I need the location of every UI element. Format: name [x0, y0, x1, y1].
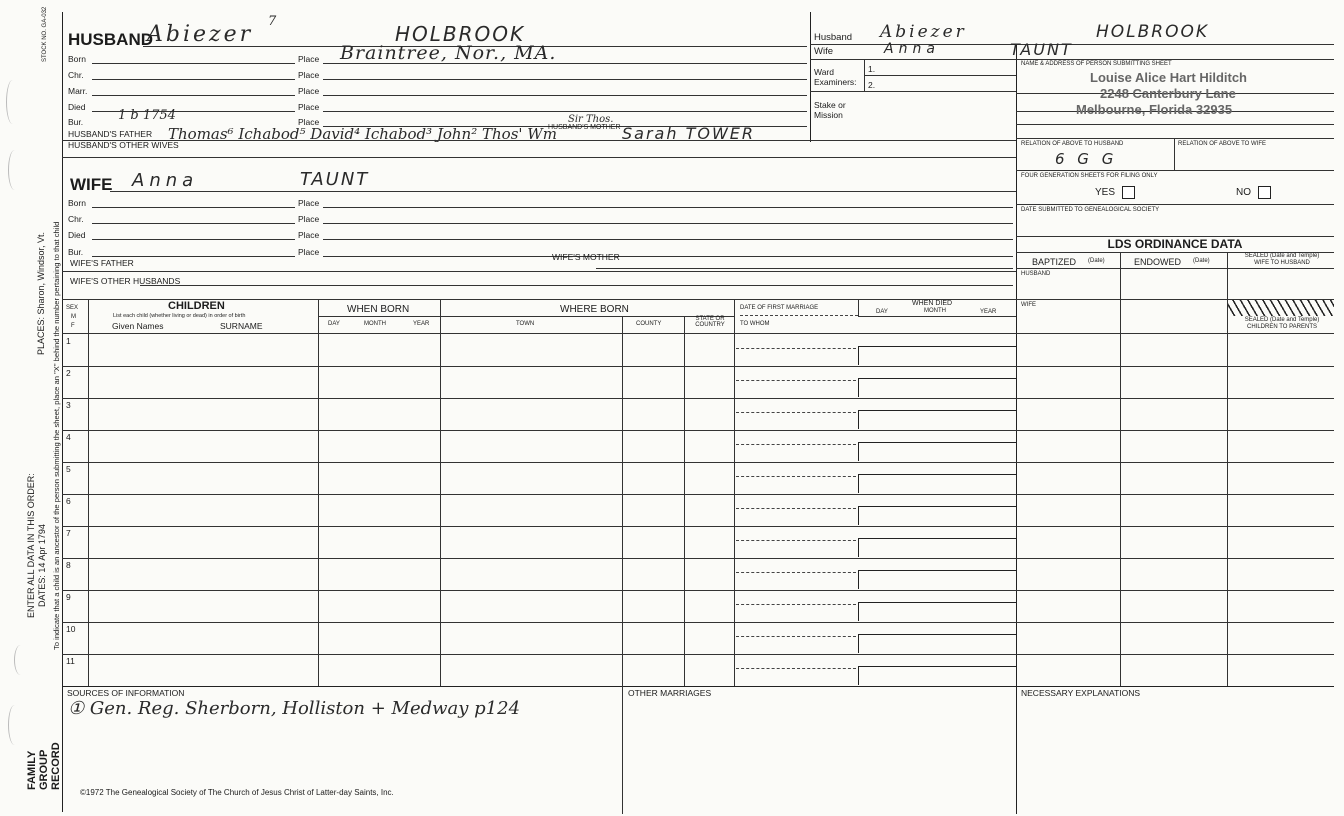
column-line [858, 300, 859, 316]
mission-label: Mission [814, 110, 843, 120]
other-marriages-label: OTHER MARRIAGES [628, 688, 712, 698]
death-date-box[interactable] [858, 602, 1016, 621]
child-row-line [62, 622, 1334, 623]
wife-surname[interactable]: TAUNT [300, 169, 370, 190]
no-checkbox[interactable] [1258, 186, 1271, 199]
marriage-dash-line [736, 476, 856, 477]
four-generation-label: FOUR GENERATION SHEETS FOR FILING ONLY [1021, 173, 1158, 179]
child-row-number: 8 [66, 560, 71, 570]
child-row-number: 2 [66, 368, 71, 378]
state-header-line: STATE OR [695, 316, 725, 322]
frame-left-border [62, 12, 63, 812]
county-header: COUNTY [636, 321, 662, 327]
marriage-dash-line [736, 380, 856, 381]
wife-chr-date-line [92, 223, 295, 224]
row-line [62, 157, 1016, 158]
submitter-city[interactable]: Melbourne, Florida 32935 [1076, 102, 1233, 117]
no-label: NO [1236, 187, 1251, 198]
husband-marr-label: Marr. [68, 86, 88, 96]
husband-other-wives-label: HUSBAND'S OTHER WIVES [68, 140, 179, 150]
marriage-dash-line [736, 604, 856, 605]
row-line [810, 91, 1016, 92]
header-line [858, 316, 1016, 317]
wife-mother-line [596, 268, 1013, 269]
child-row-line [62, 558, 1334, 559]
death-date-box[interactable] [858, 378, 1016, 397]
date-submitted-label: DATE SUBMITTED TO GENEALOGICAL SOCIETY [1021, 207, 1160, 213]
husband-died-place-label: Place [298, 102, 320, 112]
child-row-number: 6 [66, 496, 71, 506]
child-row-number: 7 [66, 528, 71, 538]
column-line [684, 316, 685, 686]
row-line [1016, 333, 1334, 334]
summary-wife-surname[interactable]: TAUNT [1010, 40, 1073, 59]
sealed-children-header-line: CHILDREN TO PARENTS [1246, 324, 1317, 330]
row-line [1016, 170, 1334, 171]
relation-husband-label: RELATION OF ABOVE TO HUSBAND [1021, 141, 1124, 147]
wife-mother-label: WIFE'S MOTHER [552, 252, 620, 262]
child-row-line [62, 590, 1334, 591]
wife-father-label: WIFE'S FATHER [70, 258, 134, 268]
marriage-dash-line [736, 348, 856, 349]
sealed-wife-header-line: SEALED (Date and Temple) [1244, 253, 1320, 259]
punch-hole-mark [14, 645, 27, 675]
child-row-line [62, 462, 1334, 463]
submitter-name[interactable]: Louise Alice Hart Hilditch [1090, 70, 1247, 85]
sealed-wife-header-line: WIFE TO HUSBAND [1254, 260, 1310, 266]
where-born-header: WHERE BORN [560, 304, 629, 315]
died-month-header: MONTH [924, 308, 946, 314]
husband-superscript: 7 [268, 14, 277, 29]
dates-note: DATES: 14 Apr 1794 [37, 524, 47, 607]
surname-header: SURNAME [220, 321, 263, 331]
marriage-dash-line [736, 668, 856, 669]
sex-m: M [71, 314, 76, 320]
husband-marr-date-line [92, 95, 295, 96]
death-date-box[interactable] [858, 506, 1016, 525]
summary-husband-surname[interactable]: HOLBROOK [1096, 22, 1210, 42]
children-title: CHILDREN [168, 300, 225, 312]
lds-wife-row: WIFE [1021, 302, 1036, 308]
summary-wife-label: Wife [814, 46, 833, 57]
header-dash [740, 315, 858, 316]
child-row-number: 1 [66, 336, 71, 346]
child-row-line [62, 654, 1334, 655]
header-line [318, 316, 734, 317]
marriage-dash-line [736, 572, 856, 573]
wife-born-date-line [92, 207, 295, 208]
marriage-dash-line [736, 444, 856, 445]
husband-bur-date[interactable]: 1 b 1754 [118, 108, 176, 123]
death-date-box[interactable] [858, 346, 1016, 365]
form-title-line: RECORD [50, 742, 62, 790]
marriage-dash-line [736, 508, 856, 509]
row-line [1016, 138, 1334, 139]
column-line [734, 300, 735, 686]
husband-chr-place-label: Place [298, 70, 320, 80]
wife-other-husbands-label: WIFE'S OTHER HUSBANDS [70, 276, 181, 286]
places-note: PLACES: Sharon, Windsor, Vt. [36, 231, 46, 355]
child-row-line [62, 494, 1334, 495]
child-row-line [62, 366, 1334, 367]
wife-other-husbands-line [140, 285, 1013, 286]
relation-husband-value[interactable]: 6 G G [1055, 150, 1118, 168]
year-header: YEAR [413, 321, 430, 327]
husband-bur-place-label: Place [298, 117, 320, 127]
column-line [622, 316, 623, 686]
to-whom-header: TO WHOM [740, 321, 770, 327]
husband-died-place-line [323, 111, 807, 112]
baptized-label: BAPTIZED [1032, 257, 1077, 267]
wife-label: WIFE [70, 175, 113, 194]
baptized-date-label: (Date) [1088, 258, 1105, 264]
row-line [864, 75, 1016, 76]
wife-died-place-line [323, 239, 1013, 240]
row-line [1016, 124, 1334, 125]
wife-chr-place-label: Place [298, 214, 320, 224]
footer-top-line [62, 686, 1334, 687]
child-row-number: 9 [66, 592, 71, 602]
husband-chr-date-line [92, 79, 295, 80]
wife-died-date-line [92, 239, 295, 240]
row-line [62, 271, 1016, 272]
when-died-header: WHEN DIED [912, 300, 953, 307]
state-header [686, 316, 734, 328]
wife-chr-label: Chr. [68, 214, 84, 224]
explanations-label: NECESSARY EXPLANATIONS [1021, 688, 1141, 698]
column-line [440, 300, 441, 686]
died-day-header: DAY [876, 309, 888, 315]
form-title [26, 742, 62, 790]
summary-wife-given[interactable]: Anna [884, 41, 940, 57]
death-date-box[interactable] [858, 570, 1016, 589]
husband-born-date-line [92, 63, 295, 64]
husband-born-place-label: Place [298, 54, 320, 64]
given-names-header: Given Names [112, 321, 164, 331]
wife-bur-place-label: Place [298, 247, 320, 257]
died-year-header: YEAR [980, 309, 997, 315]
day-header: DAY [328, 321, 340, 327]
ancestor-instruction: To indicate that a child is an ancestor of the person submitting the sheet, place an "X" behind the number pertaining to that child [52, 221, 61, 650]
examiners-label: Examiners: [814, 77, 857, 87]
child-row-line [62, 526, 1334, 527]
frame-divider [1016, 44, 1017, 814]
row-line [62, 140, 1016, 141]
children-note: List each child (whether living or dead) in order of birth [113, 313, 246, 319]
form-title-line: FAMILY [26, 750, 38, 790]
lds-husband-row: HUSBAND [1021, 271, 1051, 277]
child-row-number: 4 [66, 432, 71, 442]
header-bottom-line [62, 333, 1016, 334]
summary-husband-given[interactable]: Abiezer [880, 22, 967, 42]
husband-mother[interactable]: Sarah TOWER [622, 124, 755, 143]
endowed-label: ENDOWED [1134, 257, 1181, 267]
wife-bur-label: Bur. [68, 247, 84, 257]
hatched-box [1228, 300, 1334, 316]
husband-father-label: HUSBAND'S FATHER [68, 129, 153, 139]
husband-mother-label: HUSBAND'S MOTHER [548, 124, 621, 131]
wife-bur-date-line [92, 256, 295, 257]
wife-born-label: Born [68, 198, 86, 208]
husband-father[interactable]: Thomas⁶ Ichabod⁵ David⁴ Ichabod³ John² Thos' Wm [168, 125, 557, 143]
sources-text[interactable]: ① Gen. Reg. Sherborn, Holliston + Medway p124 [68, 698, 521, 719]
child-row-number: 10 [66, 624, 76, 634]
sealed-children-header-line: SEALED (Date and Temple) [1244, 317, 1320, 323]
wife-born-place-label: Place [298, 198, 320, 208]
wife-born-place-line [323, 207, 1013, 208]
lds-column-line [1227, 252, 1228, 686]
submitter-street[interactable]: 2248 Canterbury Lane [1100, 86, 1236, 101]
death-date-box[interactable] [858, 666, 1016, 685]
husband-father-note: Sir Thos. [568, 114, 614, 125]
wife-died-label: Died [68, 230, 86, 240]
husband-born-place[interactable]: Braintree, Nor., MA. [340, 42, 557, 64]
husband-born-label: Born [68, 54, 86, 64]
summary-husband-label: Husband [814, 32, 853, 43]
death-date-box[interactable] [858, 538, 1016, 557]
child-row-number: 5 [66, 464, 71, 474]
sealed-wife-header [1230, 253, 1334, 267]
wife-name-line [110, 191, 1016, 192]
death-date-box[interactable] [858, 442, 1016, 461]
column-line [318, 300, 319, 686]
row-line [810, 59, 1334, 60]
death-date-box[interactable] [858, 634, 1016, 653]
marriage-dash-line [736, 540, 856, 541]
form-title-line: GROUP [38, 749, 50, 790]
child-row-number: 11 [66, 656, 75, 666]
marriage-dash-line [736, 636, 856, 637]
lds-title: LDS ORDINANCE DATA [1107, 237, 1243, 251]
death-date-box[interactable] [858, 474, 1016, 493]
sex-header: SEX [66, 305, 79, 311]
submitter-label: NAME & ADDRESS OF PERSON SUBMITTING SHEET [1021, 61, 1172, 67]
column-line [88, 300, 89, 686]
husband-chr-label: Chr. [68, 70, 84, 80]
husband-given-name[interactable]: Abiezer [147, 22, 254, 47]
enter-data-instruction: ENTER ALL DATA IN THIS ORDER: [26, 473, 36, 618]
examiner-1: 1. [868, 64, 876, 74]
child-row-line [62, 398, 1334, 399]
ward-label: Ward [814, 67, 834, 77]
examiner-2: 2. [868, 80, 876, 90]
husband-marr-place-line [323, 95, 807, 96]
punch-hole-mark [8, 150, 21, 190]
state-header-line: COUNTRY [695, 322, 725, 328]
row-line [1016, 268, 1334, 269]
husband-bur-label: Bur. [68, 117, 84, 127]
relation-wife-label: RELATION OF ABOVE TO WIFE [1178, 141, 1267, 147]
wife-given-name[interactable]: Anna [132, 170, 199, 191]
wife-bur-place-line [323, 256, 1013, 257]
stock-number: STOCK NO. GA-032 [42, 6, 48, 62]
month-header: MONTH [364, 321, 386, 327]
child-row-line [62, 430, 1334, 431]
footer-divider [622, 686, 623, 814]
punch-hole-mark [6, 80, 19, 124]
yes-label: YES [1095, 187, 1116, 198]
relation-divider [1174, 138, 1175, 170]
husband-surname[interactable]: HOLBROOK [395, 22, 526, 46]
row-line [1016, 204, 1334, 205]
wife-chr-place-line [323, 223, 1013, 224]
marriage-dash-line [736, 412, 856, 413]
wife-died-place-label: Place [298, 230, 320, 240]
husband-label: HUSBAND [68, 30, 153, 49]
sealed-children-header [1230, 317, 1334, 331]
husband-marr-place-label: Place [298, 86, 320, 96]
husband-chr-place-line [323, 79, 807, 80]
first-marriage-header: DATE OF FIRST MARRIAGE [740, 305, 819, 311]
endowed-date-label: (Date) [1193, 258, 1210, 264]
sources-label: SOURCES OF INFORMATION [67, 688, 185, 698]
when-born-header: WHEN BORN [347, 304, 410, 315]
punch-hole-mark [8, 705, 21, 745]
town-header: TOWN [516, 321, 535, 327]
husband-died-label: Died [68, 102, 86, 112]
lds-column-line [1120, 252, 1121, 686]
sex-f: F [71, 323, 75, 329]
frame-divider [810, 12, 811, 142]
yes-checkbox[interactable] [1122, 186, 1135, 199]
stake-label: Stake or [814, 100, 846, 110]
death-date-box[interactable] [858, 410, 1016, 429]
child-row-number: 3 [66, 400, 71, 410]
copyright: ©1972 The Genealogical Society of The Church of Jesus Christ of Latter-day Saints, Inc. [80, 788, 394, 797]
